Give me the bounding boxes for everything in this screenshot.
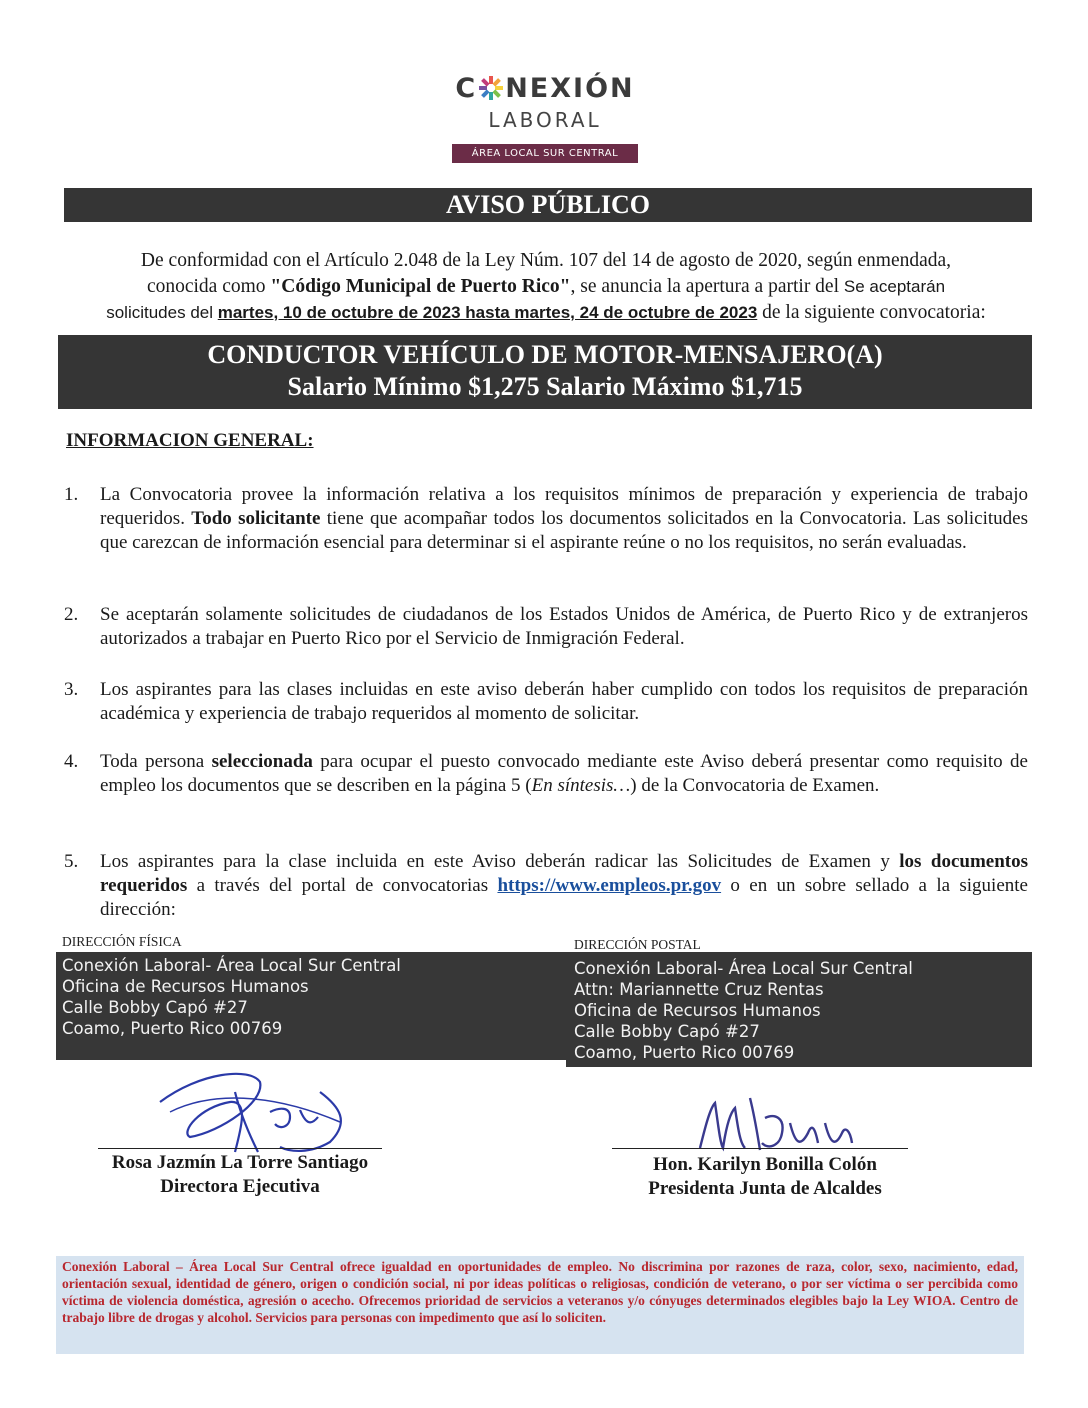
info-item-3: 3. Los aspirantes para las clases incluidas en este aviso deberán haber cumplido con todos los requisitos de preparación académica y experiencia de trabajo requeridos al momento de solicitar.	[64, 679, 1028, 724]
signatory-right-name: Hon. Karilyn Bonilla Colón	[653, 1154, 877, 1175]
info-item-1: 1. La Convocatoria provee la información relativa a los requisitos mínimos de preparación y experiencia de trabajo requeridos. Todo solicitante tiene que acompañar todos los documentos solicitados en la Convocatoria. Las solicitudes que carezcan de información esencial para determinar si el aspirante reúne o no los requisitos, no serán evaluadas.	[64, 484, 1028, 553]
physical-address: Conexión Laboral- Área Local Sur Central Oficina de Recursos Humanos Calle Bobby Capó #27 Coamo, Puerto Rico 00769	[62, 956, 401, 1038]
signature-left-image	[140, 1062, 380, 1162]
signatory-left	[80, 1151, 400, 1199]
logo-area-band: ÁREA LOCAL SUR CENTRAL	[452, 144, 638, 163]
intro-paragraph	[56, 248, 1036, 326]
codigo-municipal-bold: "Código Municipal de Puerto Rico"	[270, 276, 571, 297]
info-item-2: 2. Se aceptarán solamente solicitudes de ciudadanos de los Estados Unidos de América, de Puerto Rico y de extranjeros autorizados a trabajar en Puerto Rico por el Servicio de Inmigración Federal.	[64, 604, 1028, 649]
signatory-left-title: Directora Ejecutiva	[160, 1176, 320, 1197]
equal-opportunity-footer: Conexión Laboral – Área Local Sur Central ofrece igualdad en oportunidades de empleo. No discrimina por razones de raza, color, sexo, nacimiento, edad, orientación sexual, identidad de género, origen o condición social, ni por ideas políticas o religiosas, condición de veterano, o por ser víctima o ser percibida como víctima de violencia doméstica, agresión o acecho. Ofrecemos prioridad de servicios a veteranos y/o cónyuges determinados elegibles bajo la Ley WIOA. Centro de trabajo libre de drogas y alcohol. Servicios para personas con impedimento que así lo soliciten.	[56, 1256, 1024, 1354]
conexion-laboral-logo	[420, 70, 670, 170]
signatory-right	[600, 1153, 930, 1201]
intro-line-2: conocida como "Código Municipal de Puerto Rico", se anuncia la apertura a partir del Se aceptarán	[146, 276, 946, 297]
signature-line-left	[98, 1148, 382, 1149]
signature-line-right	[612, 1148, 908, 1149]
aviso-publico-banner: AVISO PÚBLICO	[64, 188, 1032, 222]
empleos-portal-link[interactable]: https://www.empleos.pr.gov	[497, 875, 722, 896]
position-salary: Salario Mínimo $1,275 Salario Máximo $1,715	[287, 372, 803, 401]
physical-address-label: DIRECCIÓN FÍSICA	[62, 934, 182, 949]
position-title: CONDUCTOR VEHÍCULO DE MOTOR-MENSAJERO(A)	[207, 340, 883, 369]
logo-wordmark	[420, 70, 670, 106]
signatory-right-title: Presidenta Junta de Alcaldes	[648, 1178, 882, 1199]
position-banner	[58, 335, 1032, 409]
info-general-heading: INFORMACION GENERAL:	[66, 430, 314, 451]
postal-address-label: DIRECCIÓN POSTAL	[574, 937, 701, 952]
postal-address: Conexión Laboral- Área Local Sur Central Attn: Mariannette Cruz Rentas Oficina de Recursos Humanos Calle Bobby Capó #27 Coamo, Puerto Rico 00769	[574, 959, 913, 1062]
logo-subtitle: LABORAL	[488, 108, 602, 132]
info-item-5: 5. Los aspirantes para la clase incluida en este Aviso deberán radicar las Solicitudes de Examen y los documentos requeridos a través del portal de convocatorias https://www.empleos.pr.gov o en un sobre sellado a la siguiente dirección:	[64, 851, 1028, 920]
signatory-left-name: Rosa Jazmín La Torre Santiago	[111, 1152, 369, 1173]
application-dates: martes, 10 de octubre de 2023 hasta martes, 24 de octubre de 2023	[217, 303, 758, 322]
logo-star-icon	[478, 75, 504, 101]
intro-line-3: solicitudes del martes, 10 de octubre de 2023 hasta martes, 24 de octubre de 2023 de la siguiente convocatoria:	[106, 302, 986, 323]
logo-letter-c: C	[455, 72, 478, 104]
logo-letters-nexion: NEXIÓN	[505, 72, 635, 104]
intro-line-1: De conformidad con el Artículo 2.048 de la Ley Núm. 107 del 14 de agosto de 2020, según enmendada,	[140, 250, 952, 271]
info-item-4: 4. Toda persona seleccionada para ocupar el puesto convocado mediante este Aviso deberá presentar como requisito de empleo los documentos que se describen en la página 5 (En síntesis…) de la Convocatoria de Examen.	[64, 751, 1028, 796]
